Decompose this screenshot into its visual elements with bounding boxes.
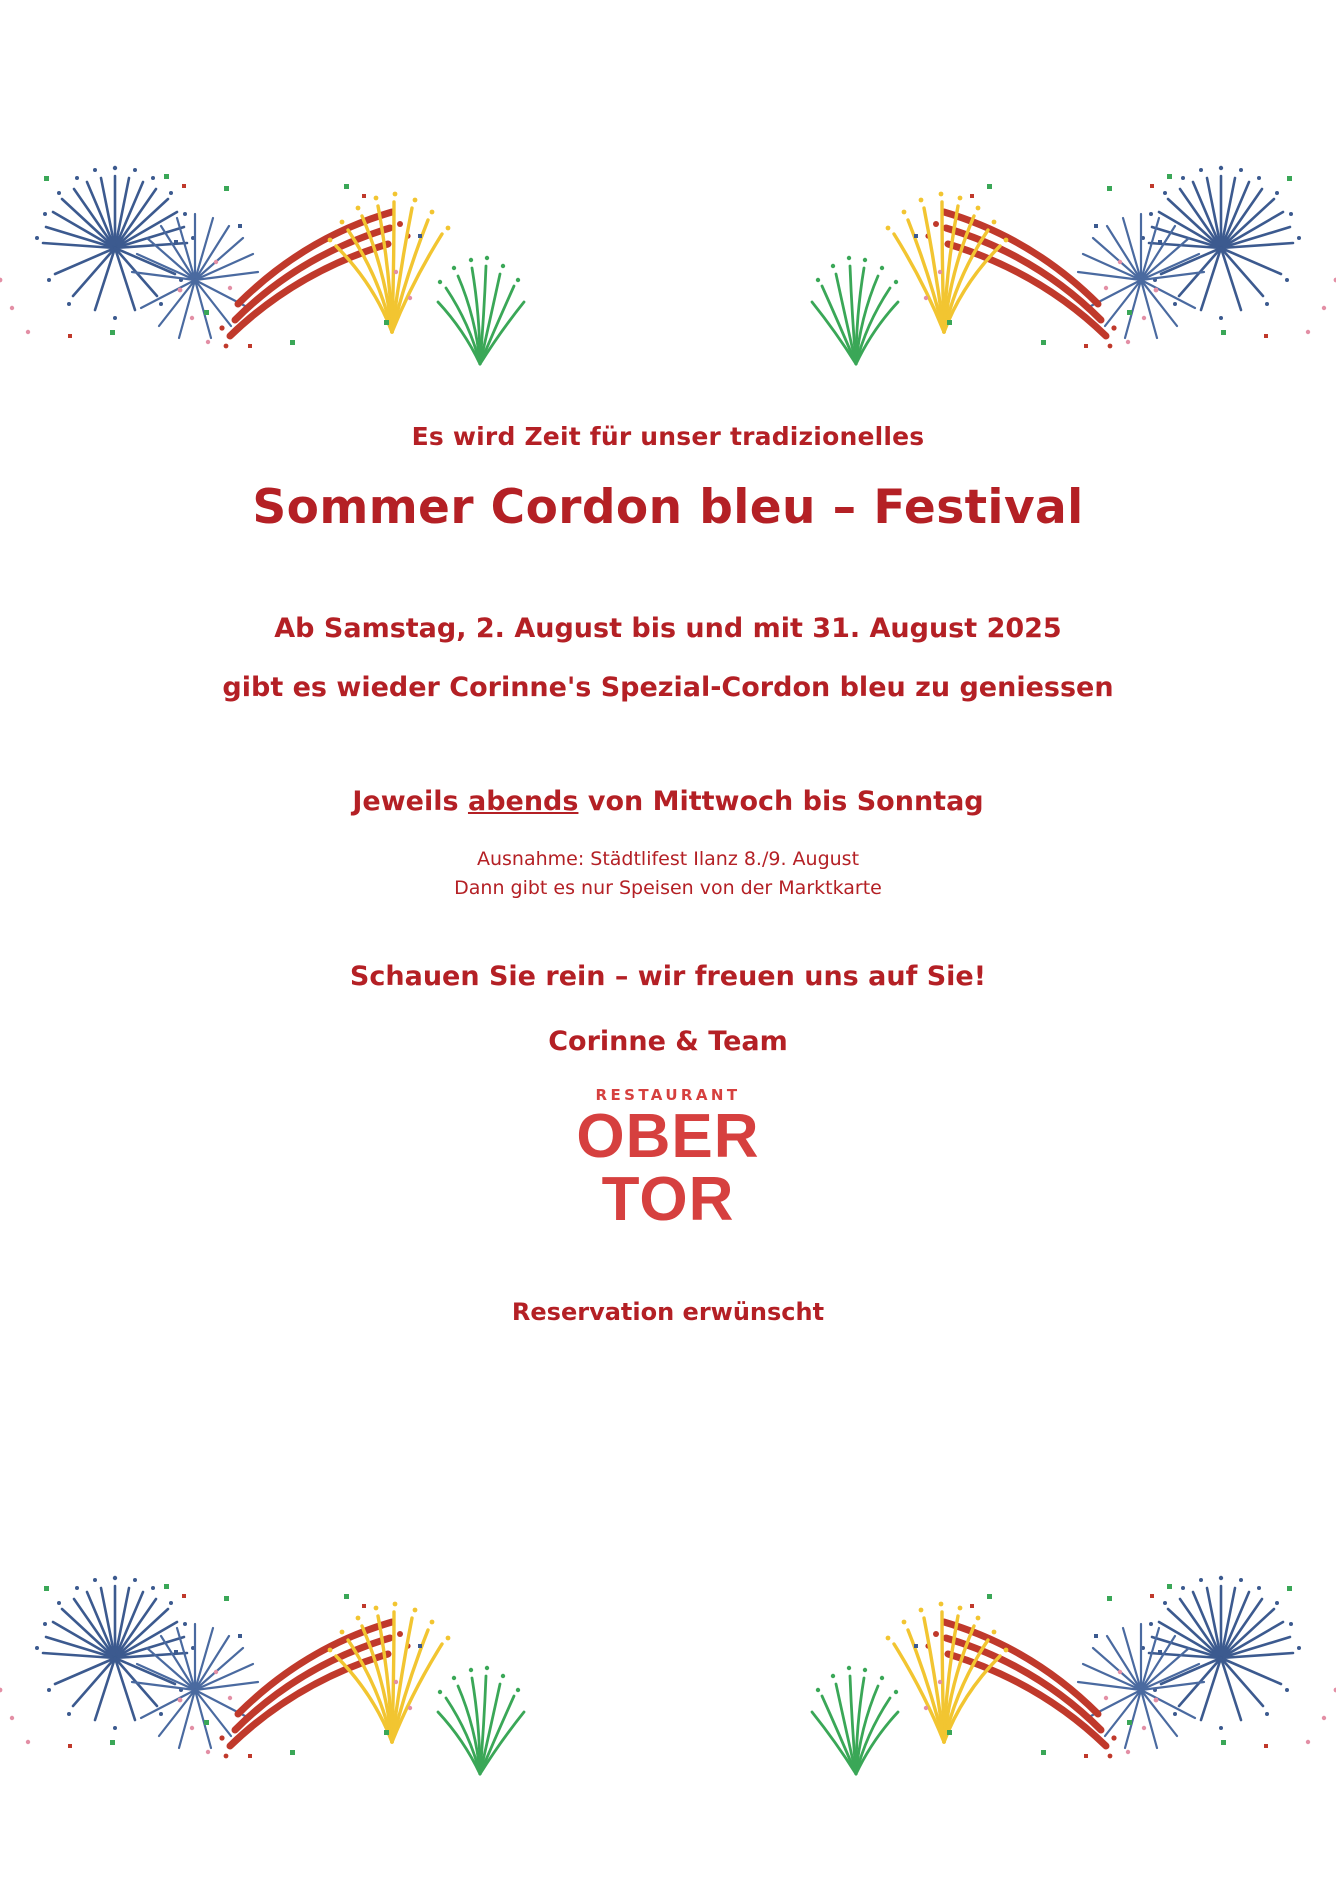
evening-prefix: Jeweils (352, 786, 468, 818)
evening-line (0, 784, 1336, 820)
spacer (0, 903, 1336, 959)
fireworks-top (0, 130, 1336, 390)
restaurant-logo (548, 1086, 788, 1235)
logo-word-ober: OBER (576, 1102, 760, 1172)
page-title: Sommer Cordon bleu – Festival (252, 479, 1084, 535)
evening-underlined: abends (467, 786, 579, 818)
special-line: gibt es wieder Corinne's Spezial-Cordon bleu zu geniessen (222, 671, 1114, 703)
reservation-note: Reservation erwünscht (511, 1298, 825, 1327)
date-line: Ab Samstag, 2. August bis und mit 31. August 2025 (274, 613, 1062, 645)
logo-kicker: RESTAURANT (595, 1086, 741, 1105)
evening-suffix: von Mittwoch bis Sonntag (578, 786, 984, 818)
note-line-2: Dann gibt es nur Speisen von der Marktkarte (454, 876, 882, 899)
intro-line: Es wird Zeit für unser tradizionelles (411, 422, 925, 451)
flyer-content (0, 420, 1336, 1328)
logo-word-tor: TOR (601, 1165, 735, 1235)
signature-line: Corinne & Team (548, 1025, 788, 1057)
invite-line: Schauen Sie rein – wir freuen uns auf Sie! (349, 961, 987, 993)
note-line-1: Ausnahme: Städtlifest Ilanz 8./9. August (476, 847, 860, 870)
fireworks-bottom (0, 1520, 1336, 1820)
